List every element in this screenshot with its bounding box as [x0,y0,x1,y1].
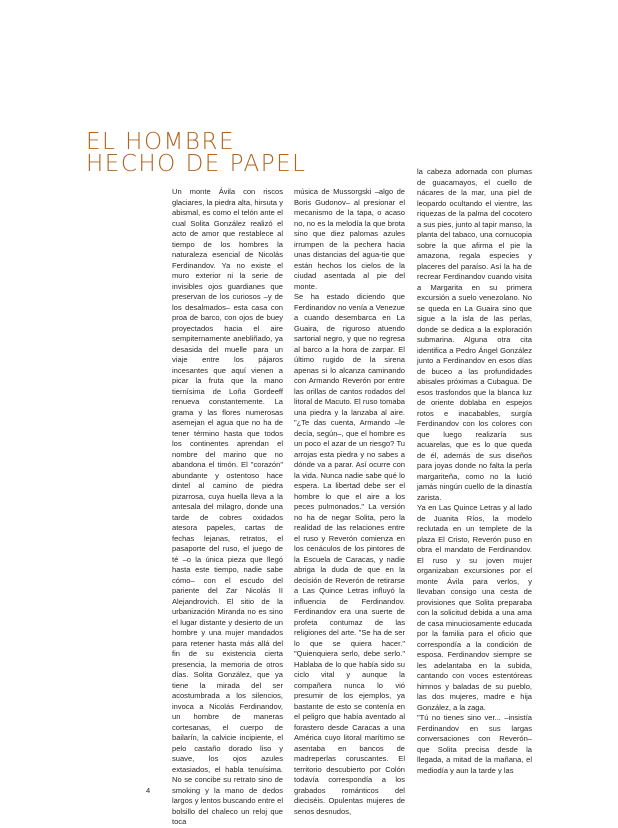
title-line-2: HECHO DE PAPEL [86,151,307,177]
paragraph: Se ha estado diciendo que Ferdinandov no venía a Venezue a cuando desembarca en La Guaira, de riguroso atuendo sartorial negro, y que no regresa al barco a la hora de zarpar. El último rugido de la sirena apenas si lo alcanza caminando con Armando Reverón por entre las orillas de cantos rodados del litoral de Macuto. El ruso tomaba una piedra y la lanzaba al aire. "¿Te das cuenta, Armando –le decía, según–, que el hombre es un poco el azar de un riesgo? Tu arrojas esta piedra y no sabes a dónde va a parar. Así ocurre con la vida. Nunca nadie sabe qué lo espera. La libertad debe ser el hombre lo que el aire a los peces pulmonados." La versión no ha de negar Solita, pero la realidad de las relaciones entre el ruso y Reverón comienza en los cenáculos de los pintores de la Escuela de Caracas, y nadie abriga la duda de que en la decisión de Reverón de retirarse a Las Quince Letras influyó la influencia de Ferdinandov. Ferdinandov era una suerte de profeta contumaz de las religiones del arte. "Se ha de ser lo que se quiera hacer." "Quienquiera serlo, debe serlo." Hablaba de lo que había sido su ciclo vital y aunque la compañera nunca lo vió presumir de los ejemplos, ya bastante de esto se contenía en el peligro que había aventado al forastero desde Caracas a una América cuyo litoral marítimo se asentaba en bancos de madreperlas coruscantes. El territorio descubierto por Colón todavía correspondía a los grabados románticos del dieciséis. Opulentas mujeres de senos desnudos, [294,292,405,816]
article-title [86,129,307,177]
paragraph: Un monte Ávila con riscos glaciares, la piedra alta, hirsuta y abismal, es como el telón ante el cual Solita González realizó el acto de amor que restablece al tiempo de los hombres la naturaleza esencial de Nicolás Ferdinandov. Ya no existe el muro exterior ni la serie de invisibles ojos guardianes que preservan de los curiosos –y de los desalmados– esta casa con proa de barco, con ojos de buey proyectados hacia el aire sempiternamente anebliñado, ya desasida del muelle para un viaje entre los pájaros incesantes que aquí vienen a picar la fruta que la mano tiernísima de Loña Gordeeff renueva constantemente. La grama y las flores numerosas asemejan el agua que no ha de tener término hasta que todos los continentes aprendan el nombre del marino que no abandona el timón. El "corazón" abundante y ostentoso hace dintel al camino de piedra pizarrosa, cuya huella lleva a la antesala del milagro, donde una tarde de cobres oxidados atesora papeles, cartas de fechas lejanas, retratos, el pasaporte del ruso, el juego de té –o la única pieza que llegó hasta este tiempo, nadie sabe cómo– con el escudo del pariente del Zar Nicolás II Alejandrovich. El sitio de la urbanización Miranda no es sino el lugar distante y desierto de un hombre y una mujer mandados para retener hasta más allá del fin de su existencia cierta presencia, la memoria de otros días. Solita González, que ya tiene la mirada del ser acostumbrada a los silencios, invoca a Nicolás Ferdinandov, un hombre de maneras cortesanas, el cuerpo de bailarín, la calvicie incipiente, el pelo castaño dorado liso y suave, los ojos azules extasiados, el habla tenuísima. No se concibe su retrato sino de smoking y la mano de dedos largos y lentos buscando entre el bolsillo del chaleco un reloj que toca [172,187,283,826]
paragraph: la cabeza adornada con plumas de guacamayos, el cuello de nácares de la mar, una piel de leopardo ocultando el vientre, las riquezas de la palma del cocotero a sus pies, junto al tapir manso, la planta del tabaco, una cornucopia sobre la que afirma el pie la amazona, regala especies y placeres del paraíso. Así la ha de recrear Ferdinandov cuando visita a Margarita en su primera excursión a suelo venezolano. No se queda en La Guaira sino que sigue a la isla de las perlas, donde se dedica a la exploración submarina. Alguna otra cita identifica a Pedro Ángel González junto a Ferdinandov en esos días de buceo a las profundidades abisales próximas a Cubagua. De esos trasfondos que la blanca luz de oriente doblaba en espejos rotos e inacabables, surgía Ferdinandov con los colores con que luego realizaría sus acuarelas, que es lo que queda de él, además de sus diseños para joyas donde no falta la perla margariteña, como no la lució jamás ningún cuello de la dinastía zarista. [417,167,532,502]
paragraph: música de Mussorgski –algo de Boris Gudonov– al presionar el mecanismo de la tapa, o acaso no, no es la melodía la que brota sino que diez palomas azules irrumpen de la pechera hacia unas distancias del agua-tie que están hechos los cielos de la ciudad asentada al pie del monte. [294,187,405,291]
paragraph: Ya en Las Quince Letras y al lado de Juanita Ríos, la modelo reclutada en un templete de la plaza El Cristo, Reverón puso en obra el mandato de Ferdinandov. El ruso y su joven mujer organizaban excursiones por el monte Ávila para verlos, y llevaban consigo una cesta de provisiones que Solita preparaba con la solicitud debida a una ama de casa minuciosamente educada por la familia para el oficio que correspondía a la condición de esposa. Ferdinandov siempre se les adelantaba en la subida, cantando con voces estentóreas himnos y baladas de su pueblo, las dos mujeres, madre e hija González, a la zaga. [417,503,532,712]
text-column-1 [172,187,283,826]
text-column-3 [417,167,532,775]
paragraph: "Tú no tienes sino ver... –insistía Ferdinandov en sus largas conversaciones con Reverón– que Solita precisa desde la llegada, a mitad de la mañana, el mediodía y aun la tarde y las [417,713,532,775]
text-column-2 [294,187,405,816]
title-line-1: EL HOMBRE [86,129,235,155]
page-number: 4 [146,786,151,795]
